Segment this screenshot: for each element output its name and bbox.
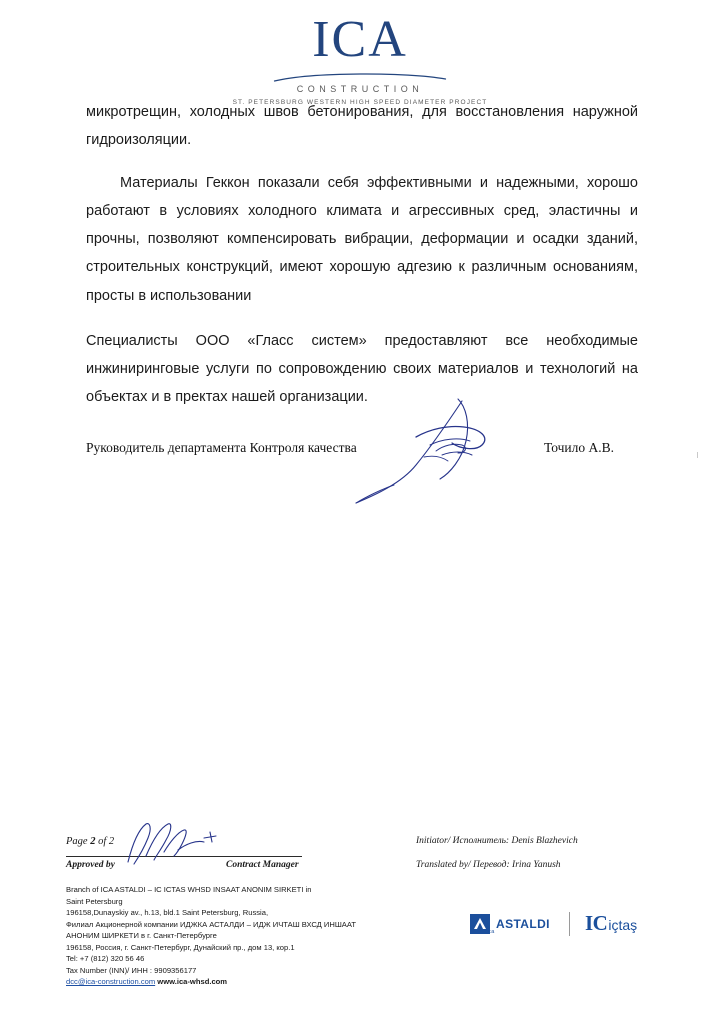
paragraph-2: Материалы Геккон показали себя эффективными и надежными, хорошо работают в условиях холодного климата и агрессивных сред, эластичны и прочны, позволяют компенсировать вибрации, деформации и осадки зданий, строительных конструкций, имеют хорошую адгезию к различным основаниям, просты в использовании: [86, 174, 638, 304]
logo-subtitle-project: ST. PETERSBURG WESTERN HIGH SPEED DIAMETER PROJECT: [232, 99, 488, 106]
address-line-3: 196158,Dunayskiy av., h.13, bld.1 Saint Petersburg, Russia,: [66, 908, 269, 918]
ictas-sub-label: ca: [488, 929, 495, 935]
signatory-title: Руководитель департамента Контроля качества: [86, 440, 357, 455]
page-number-label: [66, 836, 114, 847]
initiator-label: Initiator/ Исполнитель:: [416, 836, 510, 846]
address-line-6: 196158, Россия, г. Санкт-Петербург, Дунайский пр., дом 13, кор.1: [66, 942, 295, 952]
translator-value: Irina Yanush: [512, 860, 561, 870]
initiator-row: [416, 836, 578, 846]
contract-manager-label: Contract Manager: [226, 860, 299, 870]
address-line-4: Филиал Акционерной компании ИДЖКА АСТАЛДИ – ИДЖ ИЧТАШ ВХСД ИНШААТ: [66, 919, 356, 929]
tax-number-line: Tax Number (INN)/ ИНН : 9909356177: [66, 965, 197, 975]
ictas-ic-mark: IC: [585, 911, 608, 935]
approver-handwritten-signature-icon: [116, 816, 236, 872]
address-line-2: Saint Petersburg: [66, 896, 123, 906]
initiator-value: Denis Blazhevich: [511, 836, 578, 846]
ictas-logo: [585, 911, 637, 936]
email-link[interactable]: dcc@ica-construction.com: [66, 977, 156, 987]
address-line-5: АНОНИМ ШИРКЕТИ в г. Санкт-Петербурге: [66, 931, 217, 941]
paragraph-3: Специалисты ООО «Гласс систем» предоставляют все необходимые инжиниринговые услуги по сопровождению своих материалов и технологий на объектах и в пректах нашей организации.: [86, 332, 638, 406]
astaldi-logo: [470, 914, 550, 934]
astaldi-label: ASTALDI: [496, 917, 550, 931]
telephone-line: Tel: +7 (812) 320 56 46: [66, 954, 145, 964]
logo-swoosh-icon: [273, 70, 448, 84]
ictas-name-label: içtaş: [608, 917, 638, 933]
page-suffix: of 2: [95, 836, 115, 847]
address-line-1: Branch of ICA ASTALDI – IC ICTAS WHSD INSAAT ANONIM SIRKETI in: [66, 885, 312, 894]
logo-subtitle-construction: CONSTRUCTION: [296, 84, 424, 94]
translator-label: Translated by/ Перевод:: [416, 860, 510, 870]
approved-by-label: Approved by: [66, 860, 115, 870]
page-prefix: Page: [66, 836, 91, 847]
letterhead: [0, 11, 720, 106]
website-link[interactable]: www.ica-whsd.com: [157, 977, 228, 987]
page-number: 2: [90, 836, 96, 847]
page-edge-mark: [697, 452, 698, 458]
astaldi-triangle-icon: [470, 914, 490, 934]
company-address-block: [66, 884, 396, 988]
signatory-name: Точило А.В.: [543, 440, 614, 455]
ica-logo-wordmark: ICA: [312, 11, 408, 68]
document-body: [86, 98, 638, 429]
paragraph-1: микротрещин, холодных швов бетонирования, для восстановления наружной гидроизоляции.: [86, 104, 638, 149]
partner-logos: [470, 912, 660, 944]
translator-row: [416, 860, 561, 870]
logo-divider: [569, 912, 570, 936]
